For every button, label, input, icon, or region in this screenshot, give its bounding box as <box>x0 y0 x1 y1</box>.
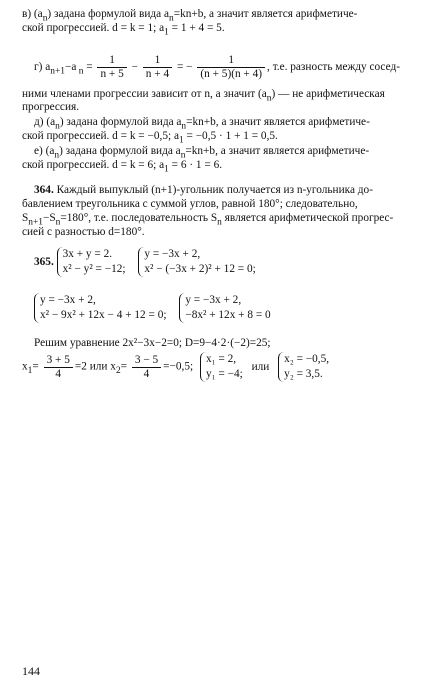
fraction: $\frac{3 - 5}{4}$ <box>132 354 161 381</box>
equation-system: y = −3x + 2, x² − 9x² + 12x − 4 + 12 = 0; <box>34 293 167 323</box>
item-v-line1: в) $(a_n)$ задана формулой вида $a_n=kn+b$, а значит является арифметиче- <box>22 8 358 24</box>
fraction: $\frac{1}{(n + 5)(n + 4)}$ <box>197 54 265 81</box>
problem-364-line3: $S_{n+1}-S_n=180^\circ$, т.е. последовательность $S_n$ является арифметической прогрес- <box>22 212 394 228</box>
item-g-line2: ними членами прогрессии зависит от n, а значит $(a_n)$ — не арифметическая <box>22 88 385 104</box>
problem-365-systems-row2 <box>34 293 271 323</box>
item-e-line1: е) $(a_n)$ задана формулой вида $a_n=kn+b$, а значит является арифметиче- <box>34 145 370 161</box>
fraction: $\frac{1}{n + 5}$ <box>97 54 126 81</box>
problem-364-line4: сией с разностью d=180°. <box>22 226 145 238</box>
page-number: 144 <box>22 664 40 678</box>
item-d-line1: д) $(a_n)$ задана формулой вида $a_n=kn+b$, а значит является арифметиче- <box>34 116 370 132</box>
solution-system: x₂ = −0,5, y₂ = 3,5. <box>278 352 329 382</box>
problem-365-systems-row1: 365. 3x + y = 2. x² − y² = −12; y = −3x + 2, x² − (−3x + 2)² + 12 = 0; <box>34 248 256 275</box>
fraction: $\frac{3 + 5}{4}$ <box>44 354 73 381</box>
equation-system: y = −3x + 2, −8x² + 12x + 8 = 0 <box>179 293 270 323</box>
fraction: $\frac{1}{n + 4}$ <box>143 54 172 81</box>
problem-365-roots: $x_1=$ $\frac{3 + 5}{4}$ =2 или $x_2=$ $\frac{3 - 5}{4}$ =−0,5; x₁ = 2, y₁ = −4; или x₂ = −0,5, y₂ = 3,5. <box>22 353 330 380</box>
item-v-line2: ской прогрессией. d = k = 1; $a_1 = 1 + 4 = 5$. <box>22 22 225 38</box>
item-d-line2: ской прогрессией. d = k = −0,5; $a_1 = -0,5 \cdot 1 + 1 = 0,5$. <box>22 130 278 146</box>
equation-system: y = −3x + 2, x² − (−3x + 2)² + 12 = 0; <box>138 247 255 277</box>
solution-system: x₁ = 2, y₁ = −4; <box>200 352 243 382</box>
item-g-line3: прогрессия. <box>22 101 80 113</box>
equation-system: 3x + y = 2. x² − y² = −12; <box>57 247 126 277</box>
item-e-line2: ской прогрессией. d = k = 6; $a_1 = 6 \cdot 1 = 6$. <box>22 159 223 175</box>
problem-365-solve: Решим уравнение 2x²−3x−2=0; D=9−4·2·(−2)=25; <box>34 337 271 349</box>
problem-364-line1: 364. Каждый выпуклый (n+1)-угольник получается из n-угольника до- <box>34 184 373 196</box>
item-g-formula: г) $a_{n+1}-a$ $_n$ = $\frac{1}{n + 5}$ − $\frac{1}{n + 4}$ = − $\frac{1}{(n + 5)(n + 4)}$ , т.е. разность между сосед- <box>34 54 400 80</box>
problem-364-line2: бавлением треугольника с суммой углов, равной 180°; следовательно, <box>22 198 358 210</box>
